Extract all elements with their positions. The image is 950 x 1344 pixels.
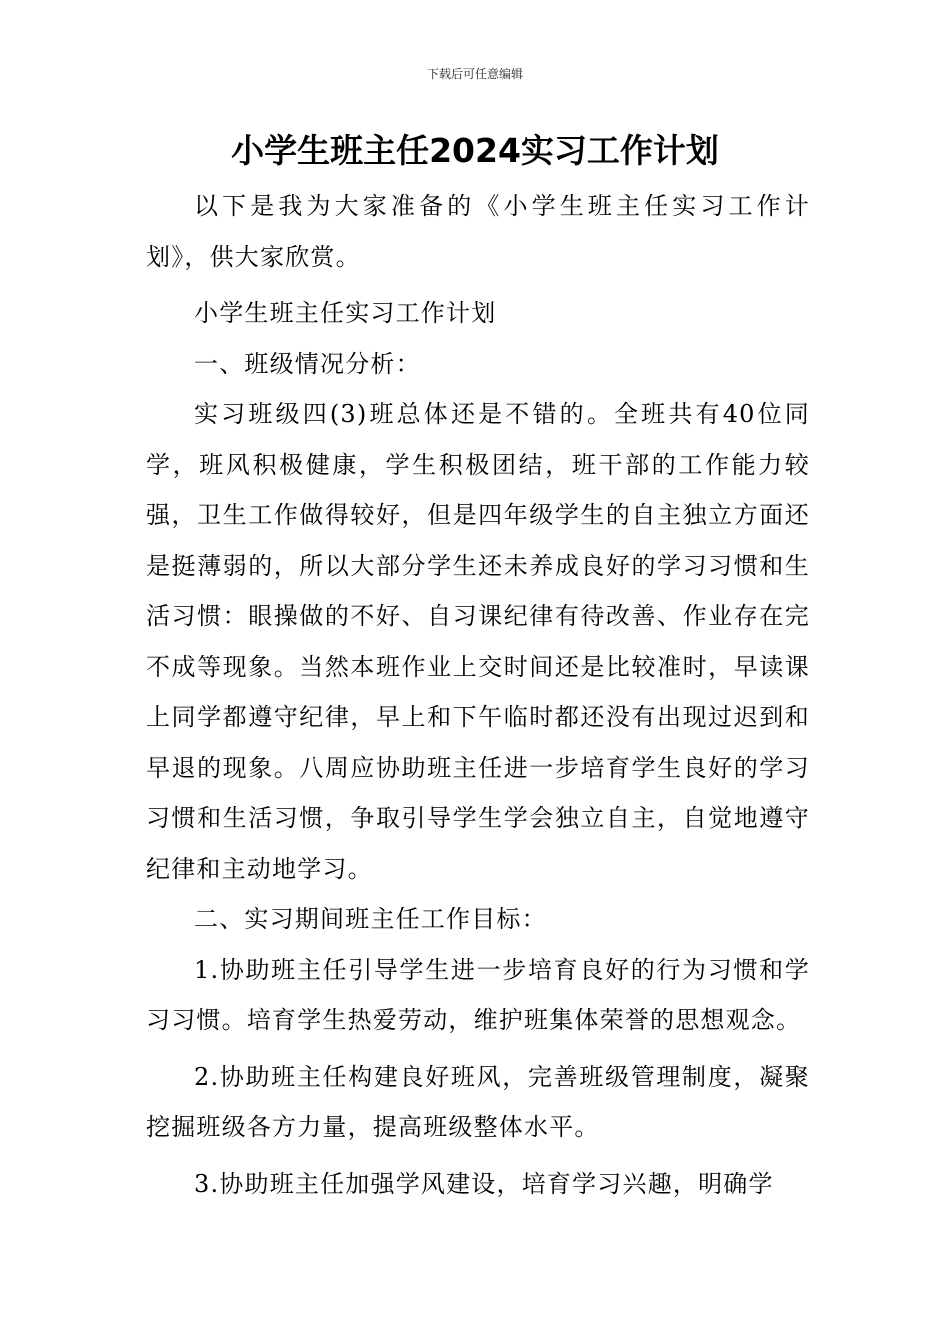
subtitle-paragraph: 小学生班主任实习工作计划 [194,299,497,327]
section-heading-class-analysis: 一、班级情况分析： [194,349,421,378]
class-analysis-paragraph: 实习班级四(3)班总体还是不错的。全班共有40位同学，班风积极健康，学生积极团结，班干部的工作能力较强，卫生工作做得较好，但是四年级学生的自主独立方面还是挺薄弱的，所以大部分学生还未养成良好的学习习惯和生活习惯：眼操做的不好、自习课纪律有待改善、作业存在完不成等现象。当然本班作业上交时间还是比较准时，早读课上同学都遵守纪律，早上和下午临时都还没有出现过迟到和早退的现象。八周应协助班主任进一步培育学生良好的学习习惯和生活习惯，争取引导学生学会独立自主，自觉地遵守纪律和主动地学习。 [146,400,810,883]
goal-item-1: 1.协助班主任引导学生进一步培育良好的行为习惯和学习习惯。培育学生热爱劳动，维护班集体荣誉的思想观念。 [146,955,810,1034]
header-note: 下载后可任意编辑 [426,67,523,81]
intro-paragraph: 以下是我为大家准备的《小学生班主任实习工作计划》，供大家欣赏。 [146,192,810,271]
goal-item-2: 2.协助班主任构建良好班风，完善班级管理制度，凝聚挖掘班级各方力量，提高班级整体水平。 [146,1062,810,1141]
document-body [146,181,810,1209]
section-heading-goals: 二、实习期间班主任工作目标： [194,905,547,933]
document-title: 小学生班主任2024实习工作计划 [231,131,719,170]
goal-item-3: 3.协助班主任加强学风建设，培育学习兴趣，明确学 [194,1169,774,1198]
